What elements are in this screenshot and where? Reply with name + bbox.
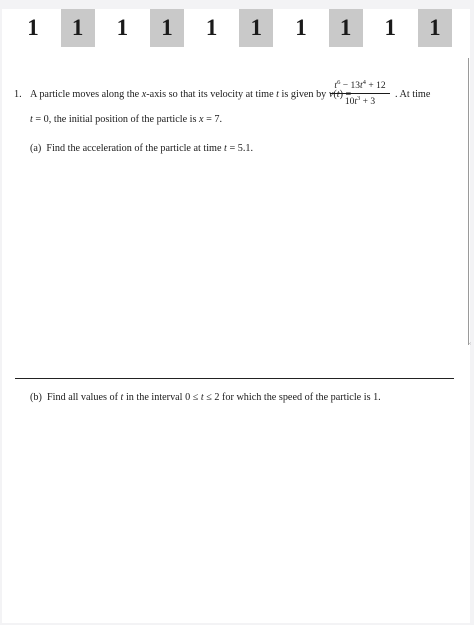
fraction-denominator: $10t^3 + 3$ — [344, 94, 376, 107]
page-number-cell-6: 1 — [239, 9, 273, 47]
exam-page — [2, 9, 470, 623]
part-b-prompt: (b) Find all values of t in the interval 0 ≤ t ≤ 2 for which the speed of the particle is 1. — [30, 392, 381, 403]
page-number-cell-3: 1 — [116, 15, 129, 40]
page-number-strip — [16, 9, 452, 51]
page-number-cell-7: 1 — [295, 15, 307, 40]
velocity-fraction — [330, 80, 390, 108]
page-number-cell-5: 1 — [205, 15, 218, 40]
page-number-cell-10: 1 — [418, 9, 452, 47]
page-number-cell-2: 1 — [61, 9, 95, 47]
question-number: 1. — [14, 89, 22, 100]
page-number-cell-1: 1 — [27, 15, 39, 40]
section-divider — [15, 378, 454, 379]
part-a-prompt: (a) Find the acceleration of the particle at time t = 5.1. — [30, 143, 254, 154]
question-text-line-2: t = 0, the initial position of the particle is x = 7. — [30, 114, 223, 125]
margin-mark: ‹ — [469, 341, 471, 347]
question-text-line-1: A particle moves along the x-axis so that its velocity at time t is given by v(t) = — [30, 89, 352, 100]
page-number-cell-4: 1 — [150, 9, 184, 47]
fraction-bar — [330, 93, 390, 94]
fraction-numerator: $t^6 - 13t^4 + 12$ — [334, 78, 386, 91]
page-number-cell-8: 1 — [329, 9, 363, 47]
page-number-cell-9: 1 — [384, 15, 396, 40]
right-margin-line — [468, 58, 469, 345]
question-text-after-fraction: . At time — [395, 89, 431, 100]
